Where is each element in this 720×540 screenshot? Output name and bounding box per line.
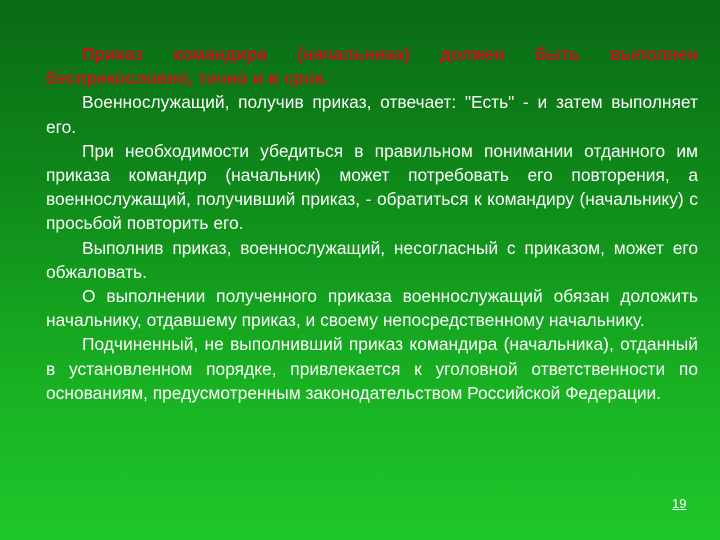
paragraph-acknowledge-order: Военнослужащий, получив приказ, отвечает: "Есть" - и затем выполняет его. [46, 92, 698, 137]
paragraph-order-execution-highlight: Приказ командира (начальника) должен быть выполнен беспрекословно, точно и в срок. [46, 44, 698, 89]
page-number: 19 [672, 496, 687, 511]
paragraph-appeal-order: Выполнив приказ, военнослужащий, несогласный с приказом, может его обжаловать. [46, 237, 698, 282]
paragraph-criminal-liability: Подчиненный, не выполнивший приказ командира (начальника), отданный в установленном порядке, привлекается к уголовной ответственности по основаниям, предусмотренным законодательством Российской Федерации. [46, 334, 698, 403]
paragraph-order-repetition: При необходимости убедиться в правильном понимании отданного им приказа командир (начальник) может потребовать его повторения, а военнослужащий, получивший приказ, - обратиться к командиру (начальнику) с просьбой повторить его. [46, 140, 698, 234]
slide-body-text [46, 42, 698, 405]
paragraph-report-execution: О выполнении полученного приказа военнослужащий обязан доложить начальнику, отдавшему приказ, и своему непосредственному начальнику. [46, 286, 698, 331]
